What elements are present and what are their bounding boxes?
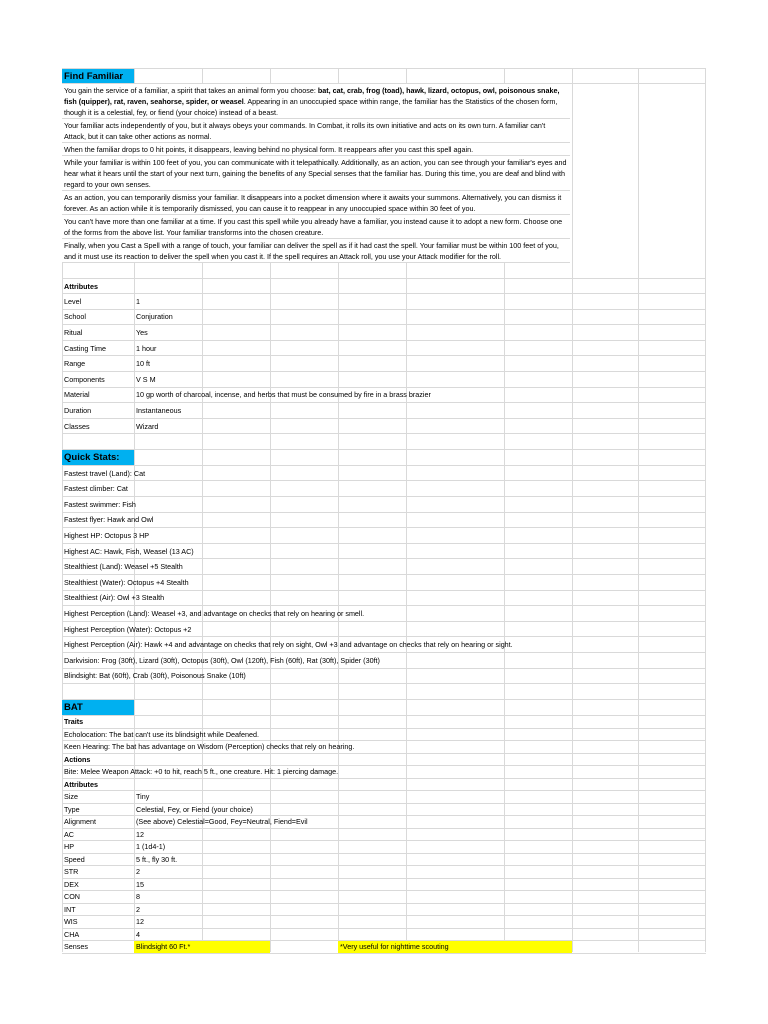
bat-stat-row-label[interactable]: WIS: [64, 917, 78, 927]
trait-text[interactable]: Echolocation: The bat can't use its blindsight while Deafened.: [64, 729, 260, 739]
bat-stat-row-label[interactable]: Alignment: [64, 817, 96, 827]
bat-stat-row: [62, 879, 706, 892]
attribute-row-value[interactable]: Instantaneous: [136, 405, 182, 415]
bat-stat-row: [62, 854, 706, 867]
action-text[interactable]: Bite: Melee Weapon Attack: +0 to hit, reach 5 ft., one creature. Hit: 1 piercing damage.: [64, 767, 339, 777]
bat-stat-row: [62, 891, 706, 904]
quick-stat-row: [62, 481, 706, 497]
blank-row[interactable]: [62, 263, 706, 279]
quick-stat-text[interactable]: Highest HP: Octopus 3 HP: [64, 531, 150, 541]
bat-stat-row-label[interactable]: STR: [64, 867, 79, 877]
spell-description: [62, 84, 570, 263]
description-paragraph[interactable]: Finally, when you Cast a Spell with a range of touch, your familiar can deliver the spell as if it had cast the spell. Your familiar must be within 100 feet of you, and it must use its reaction to deliver the spell when you cast it. If the spell requires an Attack roll, you use your Attack modifier for the roll.: [62, 239, 570, 263]
quick-stat-text[interactable]: Highest Perception (Land): Weasel +3, and advantage on checks that rely on hearing or smell.: [64, 608, 365, 618]
quick-stat-row: [62, 497, 706, 513]
bat-stat-row-label[interactable]: Type: [64, 804, 80, 814]
bat-stat-row-label[interactable]: AC: [64, 829, 74, 839]
actions-heading[interactable]: Actions: [64, 754, 91, 764]
quick-stat-text[interactable]: Fastest climber: Cat: [64, 484, 128, 494]
quick-stat-text[interactable]: Darkvision: Frog (30ft), Lizard (30ft), Octopus (30ft), Owl (120ft), Fish (60ft), Rat (30ft), Spider (30ft): [64, 655, 380, 665]
bat-stat-row: [62, 904, 706, 917]
attribute-row: [62, 341, 706, 357]
quick-stat-row: [62, 559, 706, 575]
bat-stat-row: [62, 804, 706, 817]
quick-stat-row: [62, 669, 706, 685]
attribute-row-label[interactable]: Level: [64, 296, 82, 306]
bat-stat-row: [62, 866, 706, 879]
quick-stat-row: [62, 591, 706, 607]
bat-stat-row-value[interactable]: (See above) Celestial=Good, Fey=Neutral, Fiend=Evil: [136, 817, 308, 827]
attribute-row: [62, 372, 706, 388]
senses-value[interactable]: Blindsight 60 Ft.*: [134, 941, 270, 953]
bat-stat-row-label[interactable]: CHA: [64, 929, 80, 939]
senses-note[interactable]: *Very useful for nighttime scouting: [338, 941, 572, 953]
bat-stat-row: [62, 916, 706, 929]
bat-attributes-heading[interactable]: Attributes: [64, 779, 98, 789]
attribute-row-label[interactable]: Material: [64, 390, 90, 400]
attributes-heading-row: [62, 279, 706, 294]
quick-stat-text[interactable]: Fastest flyer: Hawk and Owl: [64, 515, 154, 525]
quick-stat-text[interactable]: Stealthiest (Air): Owl +3 Stealth: [64, 593, 165, 603]
actions-heading-row: [62, 754, 706, 767]
quick-stat-text[interactable]: Stealthiest (Water): Octopus +4 Stealth: [64, 577, 189, 587]
bat-stat-row-value[interactable]: 12: [136, 829, 144, 839]
trait-text[interactable]: Keen Hearing: The bat has advantage on Wisdom (Perception) checks that rely on hearing.: [64, 742, 355, 752]
spell-title-row: [62, 68, 706, 84]
quick-stats-title[interactable]: Quick Stats:: [62, 450, 134, 465]
attribute-row-value[interactable]: Wizard: [136, 421, 159, 431]
quick-stat-text[interactable]: Stealthiest (Land): Weasel +5 Stealth: [64, 562, 183, 572]
trait-row: [62, 741, 706, 754]
traits-heading[interactable]: Traits: [64, 717, 84, 727]
bat-stat-row-value[interactable]: 5 ft., fly 30 ft.: [136, 854, 178, 864]
attribute-row-value[interactable]: 10 ft: [136, 359, 150, 369]
spreadsheet: [62, 68, 706, 954]
quick-stat-row: [62, 513, 706, 529]
attribute-row-value[interactable]: 1 hour: [136, 343, 157, 353]
description-paragraph[interactable]: When the familiar drops to 0 hit points, it disappears, leaving behind no physical form. It reappears after you cast this spell again.: [62, 143, 570, 156]
quick-stat-row: [62, 637, 706, 653]
bat-stat-row-value[interactable]: 15: [136, 879, 144, 889]
description-paragraph[interactable]: You can't have more than one familiar at a time. If you cast this spell while you already have a familiar, you instead cause it to adopt a new form. Choose one of the forms from the above list. Your familiar transforms into the chosen creature.: [62, 215, 570, 239]
bat-stat-row-label[interactable]: Size: [64, 792, 78, 802]
attribute-row-label[interactable]: Classes: [64, 421, 90, 431]
attribute-row: [62, 419, 706, 435]
attributes-heading[interactable]: Attributes: [64, 281, 98, 291]
attribute-row-value[interactable]: 10 gp worth of charcoal, incense, and herbs that must be consumed by fire in a brass brazier: [136, 390, 431, 400]
action-row: [62, 766, 706, 779]
quick-stat-row: [62, 653, 706, 669]
quick-stat-row: [62, 575, 706, 591]
bat-title[interactable]: BAT: [62, 700, 134, 715]
bat-stat-row-label[interactable]: CON: [64, 892, 80, 902]
attribute-row-label[interactable]: Range: [64, 359, 86, 369]
attribute-row-value[interactable]: V S M: [136, 374, 156, 384]
attribute-row: [62, 356, 706, 372]
quick-stat-text[interactable]: Highest Perception (Water): Octopus +2: [64, 624, 192, 634]
attribute-row: [62, 388, 706, 404]
senses-row: [62, 941, 706, 954]
bat-attributes-heading-row: [62, 779, 706, 792]
quick-stat-text[interactable]: Fastest travel (Land): Cat: [64, 468, 146, 478]
quick-stats-title-row: [62, 450, 706, 466]
description-paragraph[interactable]: As an action, you can temporarily dismiss your familiar. It disappears into a pocket dimension where it awaits your summons. Alternatively, you can dismiss it forever. As an action while it is temporarily dismissed, you can cause it to reappear in any unoccupied space within 30 feet of you.: [62, 191, 570, 215]
attribute-row-value[interactable]: Yes: [136, 327, 148, 337]
bat-stat-row: [62, 816, 706, 829]
spell-title[interactable]: Find Familiar: [62, 69, 134, 83]
attribute-row: [62, 403, 706, 419]
bat-stat-row-label[interactable]: Speed: [64, 854, 85, 864]
description-paragraph[interactable]: You gain the service of a familiar, a spirit that takes an animal form you choose: bat, cat, crab, frog (toad), hawk, lizard, octopus, owl, poisonous snake, fish (quipper), rat, raven, seahorse, spider, or weasel. Appearing in an unoccupied space within range, the familiar has the Statistics of the chosen form, though it is a celestial, fey, or fiend (your choice) instead of a beast.: [62, 84, 570, 119]
bat-stat-row: [62, 929, 706, 942]
attribute-row-label[interactable]: Duration: [64, 405, 92, 415]
bat-stat-row: [62, 829, 706, 842]
attribute-row-label[interactable]: Ritual: [64, 327, 83, 337]
description-paragraph[interactable]: While your familiar is within 100 feet of you, you can communicate with it telepathically. Additionally, as an action, you can see through your familiar's eyes and hear what it hears until the start of your next turn, gaining the benefits of any Special senses that the familiar has. During this time, you are deaf and blind with regard to your own senses.: [62, 156, 570, 191]
bat-stat-row-value[interactable]: 2: [136, 904, 140, 914]
quick-stat-text[interactable]: Highest Perception (Air): Hawk +4 and advantage on checks that rely on sight, Owl +3 and advantage on checks that rely on hearing or sight.: [64, 640, 513, 650]
attribute-row-label[interactable]: Components: [64, 374, 105, 384]
bat-stat-row-value[interactable]: Tiny: [136, 792, 150, 802]
bat-stat-row-value[interactable]: 4: [136, 929, 140, 939]
blank-row[interactable]: [62, 684, 706, 700]
bat-stat-row-value[interactable]: Celestial, Fey, or Fiend (your choice): [136, 804, 253, 814]
bat-stat-row-label[interactable]: DEX: [64, 879, 79, 889]
quick-stat-text[interactable]: Highest AC: Hawk, Fish, Weasel (13 AC): [64, 546, 194, 556]
traits-heading-row: [62, 716, 706, 729]
bat-stat-row: [62, 841, 706, 854]
senses-label[interactable]: Senses: [64, 942, 88, 952]
quick-stat-row: [62, 466, 706, 482]
attribute-row-value[interactable]: Conjuration: [136, 312, 173, 322]
attribute-row-value[interactable]: 1: [136, 296, 140, 306]
quick-stat-text[interactable]: Fastest swimmer: Fish: [64, 499, 136, 509]
blank-row[interactable]: [62, 434, 706, 450]
quick-stat-row: [62, 622, 706, 638]
quick-stat-text[interactable]: Blindsight: Bat (60ft), Crab (30ft), Poisonous Snake (10ft): [64, 671, 246, 681]
description-paragraph[interactable]: Your familiar acts independently of you, but it always obeys your commands. In Combat, it rolls its own initiative and acts on its own turn. A familiar can't Attack, but it can take other actions as normal.: [62, 119, 570, 143]
bat-stat-row-value[interactable]: 8: [136, 892, 140, 902]
quick-stat-row: [62, 606, 706, 622]
bat-title-row: [62, 700, 706, 716]
bat-stat-row-value[interactable]: 12: [136, 917, 144, 927]
attribute-row: [62, 294, 706, 310]
quick-stat-row: [62, 544, 706, 560]
quick-stat-row: [62, 528, 706, 544]
attribute-row-label[interactable]: Casting Time: [64, 343, 106, 353]
bat-stat-row-value[interactable]: 2: [136, 867, 140, 877]
attribute-row: [62, 325, 706, 341]
bat-stat-row: [62, 791, 706, 804]
attribute-row-label[interactable]: School: [64, 312, 86, 322]
bat-stat-row-label[interactable]: INT: [64, 904, 76, 914]
trait-row: [62, 729, 706, 742]
bat-stat-row-value[interactable]: 1 (1d4-1): [136, 842, 166, 852]
attribute-row: [62, 310, 706, 326]
bat-stat-row-label[interactable]: HP: [64, 842, 74, 852]
